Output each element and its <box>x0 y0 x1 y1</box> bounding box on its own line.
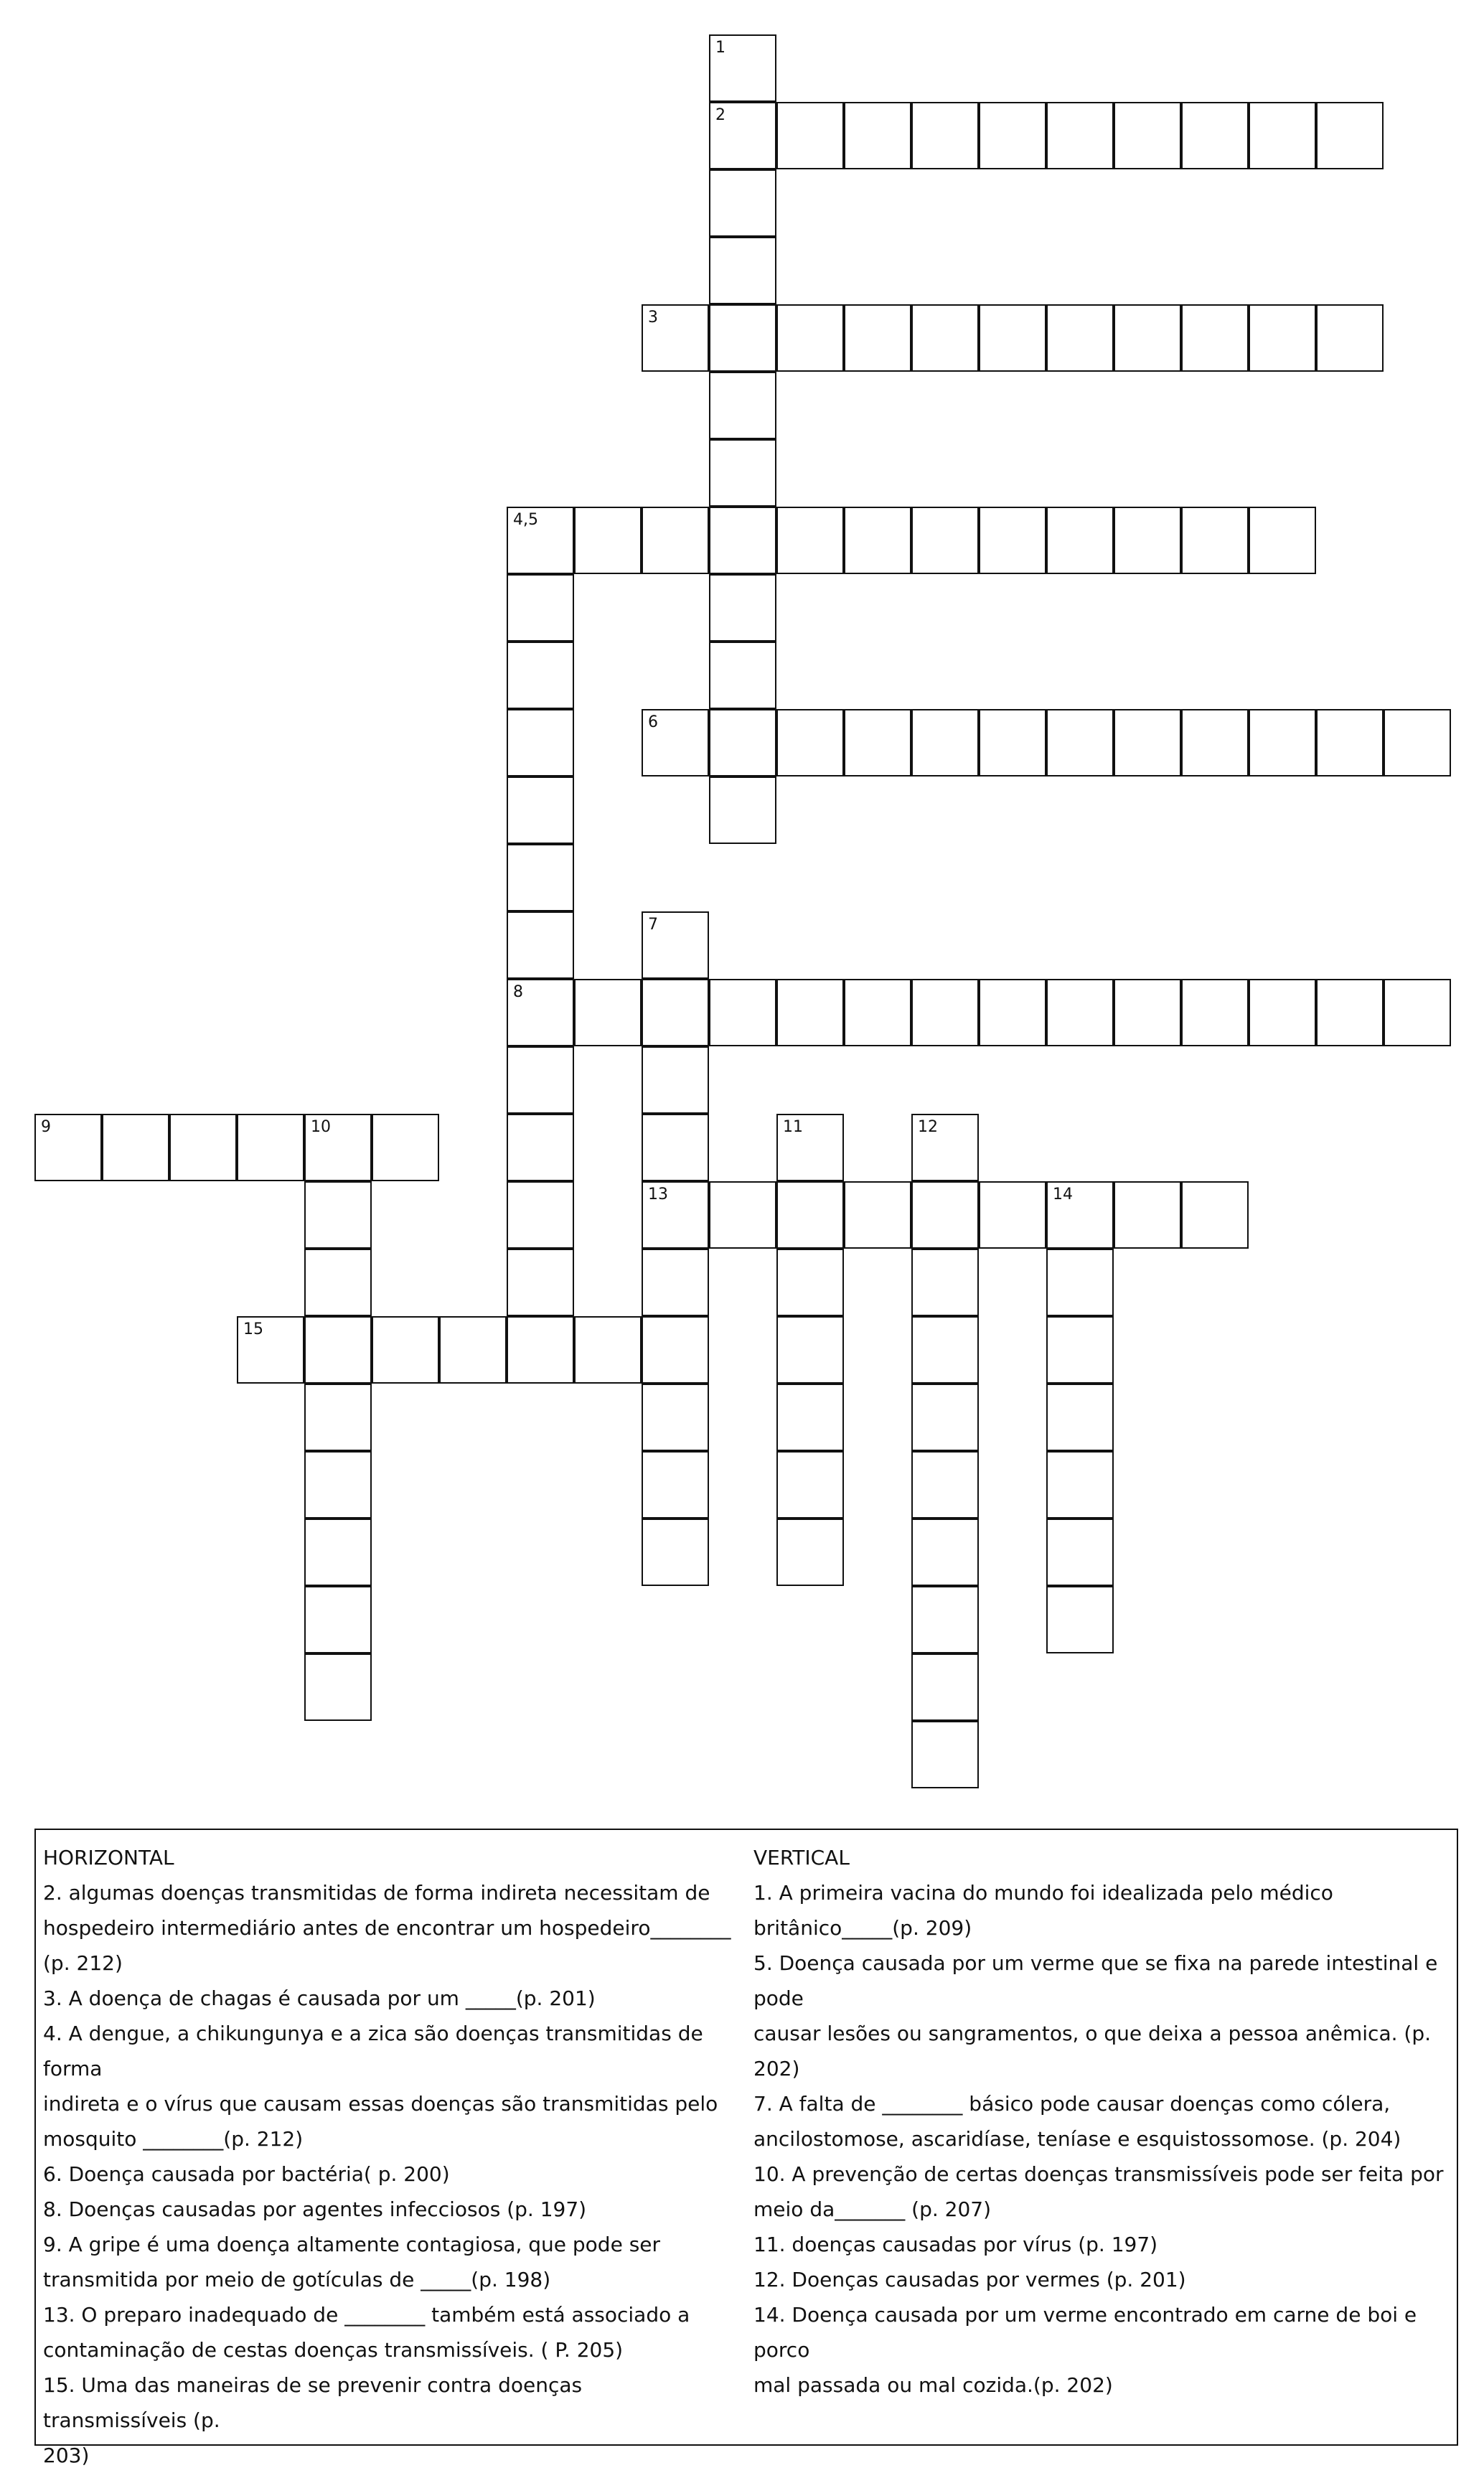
grid-cell[interactable] <box>642 1249 709 1316</box>
grid-cell[interactable] <box>979 102 1046 169</box>
clue-line: transmitida por meio de gotículas de _____(p. 198) <box>43 2268 551 2291</box>
clue-number: 3 <box>648 309 658 327</box>
clue-line: 10. A prevenção de certas doenças transmissíveis pode ser feita por <box>753 2162 1444 2186</box>
grid-cell[interactable] <box>574 979 642 1046</box>
grid-cell[interactable] <box>911 507 979 574</box>
grid-cell[interactable] <box>776 507 844 574</box>
grid-cell[interactable] <box>507 1181 574 1249</box>
grid-cell[interactable] <box>776 1249 844 1316</box>
grid-cell[interactable] <box>372 1114 439 1181</box>
grid-cell[interactable] <box>1249 709 1316 776</box>
clue-number: 1 <box>715 39 725 57</box>
grid-cell[interactable] <box>709 34 776 102</box>
grid-cell[interactable] <box>34 1114 102 1181</box>
grid-cell[interactable] <box>911 1249 979 1316</box>
grid-cell[interactable] <box>776 1114 844 1181</box>
clue-number: 2 <box>715 106 725 124</box>
clue-line: 1. A primeira vacina do mundo foi idealizada pelo médico <box>753 1881 1333 1905</box>
grid-cell[interactable] <box>844 507 911 574</box>
grid-cell[interactable] <box>642 304 709 372</box>
clue-number: 7 <box>648 916 658 934</box>
grid-cell[interactable] <box>507 1249 574 1316</box>
grid-cell[interactable] <box>507 1114 574 1181</box>
grid-cell[interactable] <box>844 102 911 169</box>
grid-cell[interactable] <box>911 1181 979 1249</box>
grid-cell[interactable] <box>709 776 776 844</box>
grid-cell[interactable] <box>776 1384 844 1451</box>
grid-cell[interactable] <box>979 1181 1046 1249</box>
grid-cell[interactable] <box>304 1519 372 1586</box>
grid-cell[interactable] <box>911 1519 979 1586</box>
grid-cell[interactable] <box>844 1181 911 1249</box>
grid-cell[interactable] <box>642 1114 709 1181</box>
grid-cell[interactable] <box>304 1249 372 1316</box>
clue-line: indireta e o vírus que causam essas doenças são transmitidas pelo <box>43 2092 718 2116</box>
clue-number: 6 <box>648 713 658 731</box>
grid-cell[interactable] <box>304 1653 372 1721</box>
grid-cell[interactable] <box>372 1316 439 1384</box>
clue-line: 6. Doença causada por bactéria( p. 200) <box>43 2162 450 2186</box>
grid-cell[interactable] <box>237 1114 304 1181</box>
grid-cell[interactable] <box>1046 709 1114 776</box>
grid-cell[interactable] <box>844 979 911 1046</box>
grid-cell[interactable] <box>1249 102 1316 169</box>
grid-cell[interactable] <box>1316 979 1384 1046</box>
grid-cell[interactable] <box>1181 304 1249 372</box>
grid-cell[interactable] <box>844 304 911 372</box>
grid-cell[interactable] <box>1384 979 1451 1046</box>
grid-cell[interactable] <box>1181 709 1249 776</box>
grid-cell[interactable] <box>776 979 844 1046</box>
clue-line: mal passada ou mal cozida.(p. 202) <box>753 2373 1113 2397</box>
grid-cell[interactable] <box>507 844 574 911</box>
grid-cell[interactable] <box>642 1384 709 1451</box>
grid-cell[interactable] <box>574 1316 642 1384</box>
grid-cell[interactable] <box>979 709 1046 776</box>
clue-line: 11. doenças causadas por vírus (p. 197) <box>753 2233 1158 2256</box>
grid-cell[interactable] <box>911 1586 979 1653</box>
grid-cell[interactable] <box>304 1181 372 1249</box>
grid-cell[interactable] <box>1046 1181 1114 1249</box>
grid-cell[interactable] <box>1114 102 1181 169</box>
grid-cell[interactable] <box>709 709 776 776</box>
grid-cell[interactable] <box>1316 709 1384 776</box>
grid-cell[interactable] <box>304 1114 372 1181</box>
clue-number: 14 <box>1053 1186 1073 1203</box>
horizontal-clues <box>43 1840 732 2473</box>
grid-cell[interactable] <box>979 507 1046 574</box>
grid-cell[interactable] <box>507 911 574 979</box>
vertical-heading: VERTICAL <box>753 1846 850 1869</box>
grid-cell[interactable] <box>642 1181 709 1249</box>
grid-cell[interactable] <box>709 237 776 304</box>
grid-cell[interactable] <box>1249 304 1316 372</box>
grid-cell[interactable] <box>1046 1316 1114 1384</box>
clue-number: 13 <box>648 1186 668 1203</box>
clue-line: 4. A dengue, a chikungunya e a zica são doenças transmitidas de forma <box>43 2022 703 2080</box>
grid-cell[interactable] <box>1181 507 1249 574</box>
clue-line: hospedeiro intermediário antes de encontrar um hospedeiro________ <box>43 1916 731 1940</box>
grid-cell[interactable] <box>911 1114 979 1181</box>
grid-cell[interactable] <box>1114 1181 1181 1249</box>
clue-number: 12 <box>918 1118 938 1136</box>
grid-cell[interactable] <box>507 642 574 709</box>
grid-cell[interactable] <box>642 709 709 776</box>
clue-number: 4,5 <box>513 511 538 529</box>
grid-cell[interactable] <box>1114 709 1181 776</box>
grid-cell[interactable] <box>709 304 776 372</box>
grid-cell[interactable] <box>1181 1181 1249 1249</box>
clue-line: 2. algumas doenças transmitidas de forma indireta necessitam de <box>43 1881 710 1905</box>
clue-line: 12. Doenças causadas por vermes (p. 201) <box>753 2268 1186 2291</box>
clue-line: 5. Doença causada por um verme que se fixa na parede intestinal e pode <box>753 1951 1438 2010</box>
grid-cell[interactable] <box>911 1653 979 1721</box>
clue-line: meio da_______ (p. 207) <box>753 2197 992 2221</box>
grid-cell[interactable] <box>102 1114 169 1181</box>
grid-cell[interactable] <box>1046 1519 1114 1586</box>
grid-cell[interactable] <box>304 1316 372 1384</box>
grid-cell[interactable] <box>304 1384 372 1451</box>
grid-cell[interactable] <box>709 372 776 439</box>
grid-cell[interactable] <box>979 979 1046 1046</box>
grid-cell[interactable] <box>1046 304 1114 372</box>
grid-cell[interactable] <box>776 1181 844 1249</box>
clue-line: 3. A doença de chagas é causada por um _____(p. 201) <box>43 1986 596 2010</box>
clue-line: 15. Uma das maneiras de se prevenir contra doenças transmissíveis (p. <box>43 2373 583 2432</box>
clue-number: 11 <box>783 1118 803 1136</box>
grid-cell[interactable] <box>911 1721 979 1788</box>
grid-cell[interactable] <box>776 1316 844 1384</box>
grid-cell[interactable] <box>911 979 979 1046</box>
grid-cell[interactable] <box>507 979 574 1046</box>
grid-cell[interactable] <box>1384 709 1451 776</box>
clue-number: 15 <box>243 1320 263 1338</box>
grid-cell[interactable] <box>709 979 776 1046</box>
grid-cell[interactable] <box>1114 507 1181 574</box>
clue-line: causar lesões ou sangramentos, o que deixa a pessoa anêmica. (p. 202) <box>753 2022 1432 2080</box>
grid-cell[interactable] <box>169 1114 237 1181</box>
grid-cell[interactable] <box>1114 979 1181 1046</box>
clue-line: (p. 212) <box>43 1951 123 1975</box>
clue-line: 8. Doenças causadas por agentes infecciosos (p. 197) <box>43 2197 587 2221</box>
grid-cell[interactable] <box>1046 1586 1114 1653</box>
clue-line: mosquito ________(p. 212) <box>43 2127 304 2151</box>
grid-cell[interactable] <box>574 507 642 574</box>
horizontal-clue-list <box>43 1875 732 2473</box>
clue-line: 7. A falta de ________ básico pode causar doenças como cólera, <box>753 2092 1391 2116</box>
grid-cell[interactable] <box>642 1519 709 1586</box>
grid-cell[interactable] <box>911 102 979 169</box>
grid-cell[interactable] <box>911 709 979 776</box>
clue-line: 203) <box>43 2444 90 2467</box>
vertical-clues <box>753 1840 1450 2403</box>
grid-cell[interactable] <box>709 439 776 507</box>
grid-cell[interactable] <box>911 1384 979 1451</box>
grid-cell[interactable] <box>1249 979 1316 1046</box>
clue-line: 13. O preparo inadequado de ________ também está associado a <box>43 2303 690 2327</box>
grid-cell[interactable] <box>709 642 776 709</box>
clues-box <box>34 1829 1458 2467</box>
grid-cell[interactable] <box>1046 979 1114 1046</box>
grid-cell[interactable] <box>776 304 844 372</box>
grid-cell[interactable] <box>1046 1451 1114 1519</box>
grid-cell[interactable] <box>507 776 574 844</box>
grid-cell[interactable] <box>1316 102 1384 169</box>
grid-cell[interactable] <box>439 1316 507 1384</box>
grid-cell[interactable] <box>1249 507 1316 574</box>
grid-cell[interactable] <box>776 1519 844 1586</box>
grid-cell[interactable] <box>507 1046 574 1114</box>
grid-cell[interactable] <box>304 1586 372 1653</box>
grid-cell[interactable] <box>642 1046 709 1114</box>
grid-cell[interactable] <box>507 1316 574 1384</box>
grid-cell[interactable] <box>304 1451 372 1519</box>
grid-cell[interactable] <box>709 169 776 237</box>
grid-cell[interactable] <box>642 1451 709 1519</box>
grid-cell[interactable] <box>1181 979 1249 1046</box>
grid-cell[interactable] <box>709 1181 776 1249</box>
grid-cell[interactable] <box>507 709 574 776</box>
grid-cell[interactable] <box>709 574 776 642</box>
horizontal-heading: HORIZONTAL <box>43 1846 174 1869</box>
grid-cell[interactable] <box>776 709 844 776</box>
grid-cell[interactable] <box>507 574 574 642</box>
clue-number: 9 <box>41 1118 51 1136</box>
clue-line: 14. Doença causada por um verme encontrado em carne de boi e porco <box>753 2303 1417 2362</box>
grid-cell[interactable] <box>911 1451 979 1519</box>
grid-cell[interactable] <box>1046 507 1114 574</box>
grid-cell[interactable] <box>844 709 911 776</box>
grid-cell[interactable] <box>642 1316 709 1384</box>
clue-line: ancilostomose, ascaridíase, teníase e esquistossomose. (p. 204) <box>753 2127 1401 2151</box>
grid-cell[interactable] <box>911 304 979 372</box>
clue-line: britânico_____(p. 209) <box>753 1916 972 1940</box>
grid-cell[interactable] <box>979 304 1046 372</box>
clue-line: contaminação de cestas doenças transmissíveis. ( P. 205) <box>43 2338 624 2362</box>
grid-cell[interactable] <box>1181 102 1249 169</box>
grid-cell[interactable] <box>1046 1249 1114 1316</box>
grid-cell[interactable] <box>1114 304 1181 372</box>
clue-number: 8 <box>513 983 523 1001</box>
clue-line: 9. A gripe é uma doença altamente contagiosa, que pode ser <box>43 2233 661 2256</box>
vertical-clue-list <box>753 1875 1450 2403</box>
grid-cell[interactable] <box>642 507 709 574</box>
clue-number: 10 <box>311 1118 331 1136</box>
grid-cell[interactable] <box>776 1451 844 1519</box>
grid-cell[interactable] <box>642 979 709 1046</box>
grid-cell[interactable] <box>507 507 574 574</box>
grid-cell[interactable] <box>1316 304 1384 372</box>
grid-cell[interactable] <box>709 507 776 574</box>
grid-cell[interactable] <box>709 102 776 169</box>
grid-cell[interactable] <box>1046 102 1114 169</box>
grid-cell[interactable] <box>237 1316 304 1384</box>
grid-cell[interactable] <box>642 911 709 979</box>
grid-cell[interactable] <box>911 1316 979 1384</box>
grid-cell[interactable] <box>776 102 844 169</box>
grid-cell[interactable] <box>1046 1384 1114 1451</box>
